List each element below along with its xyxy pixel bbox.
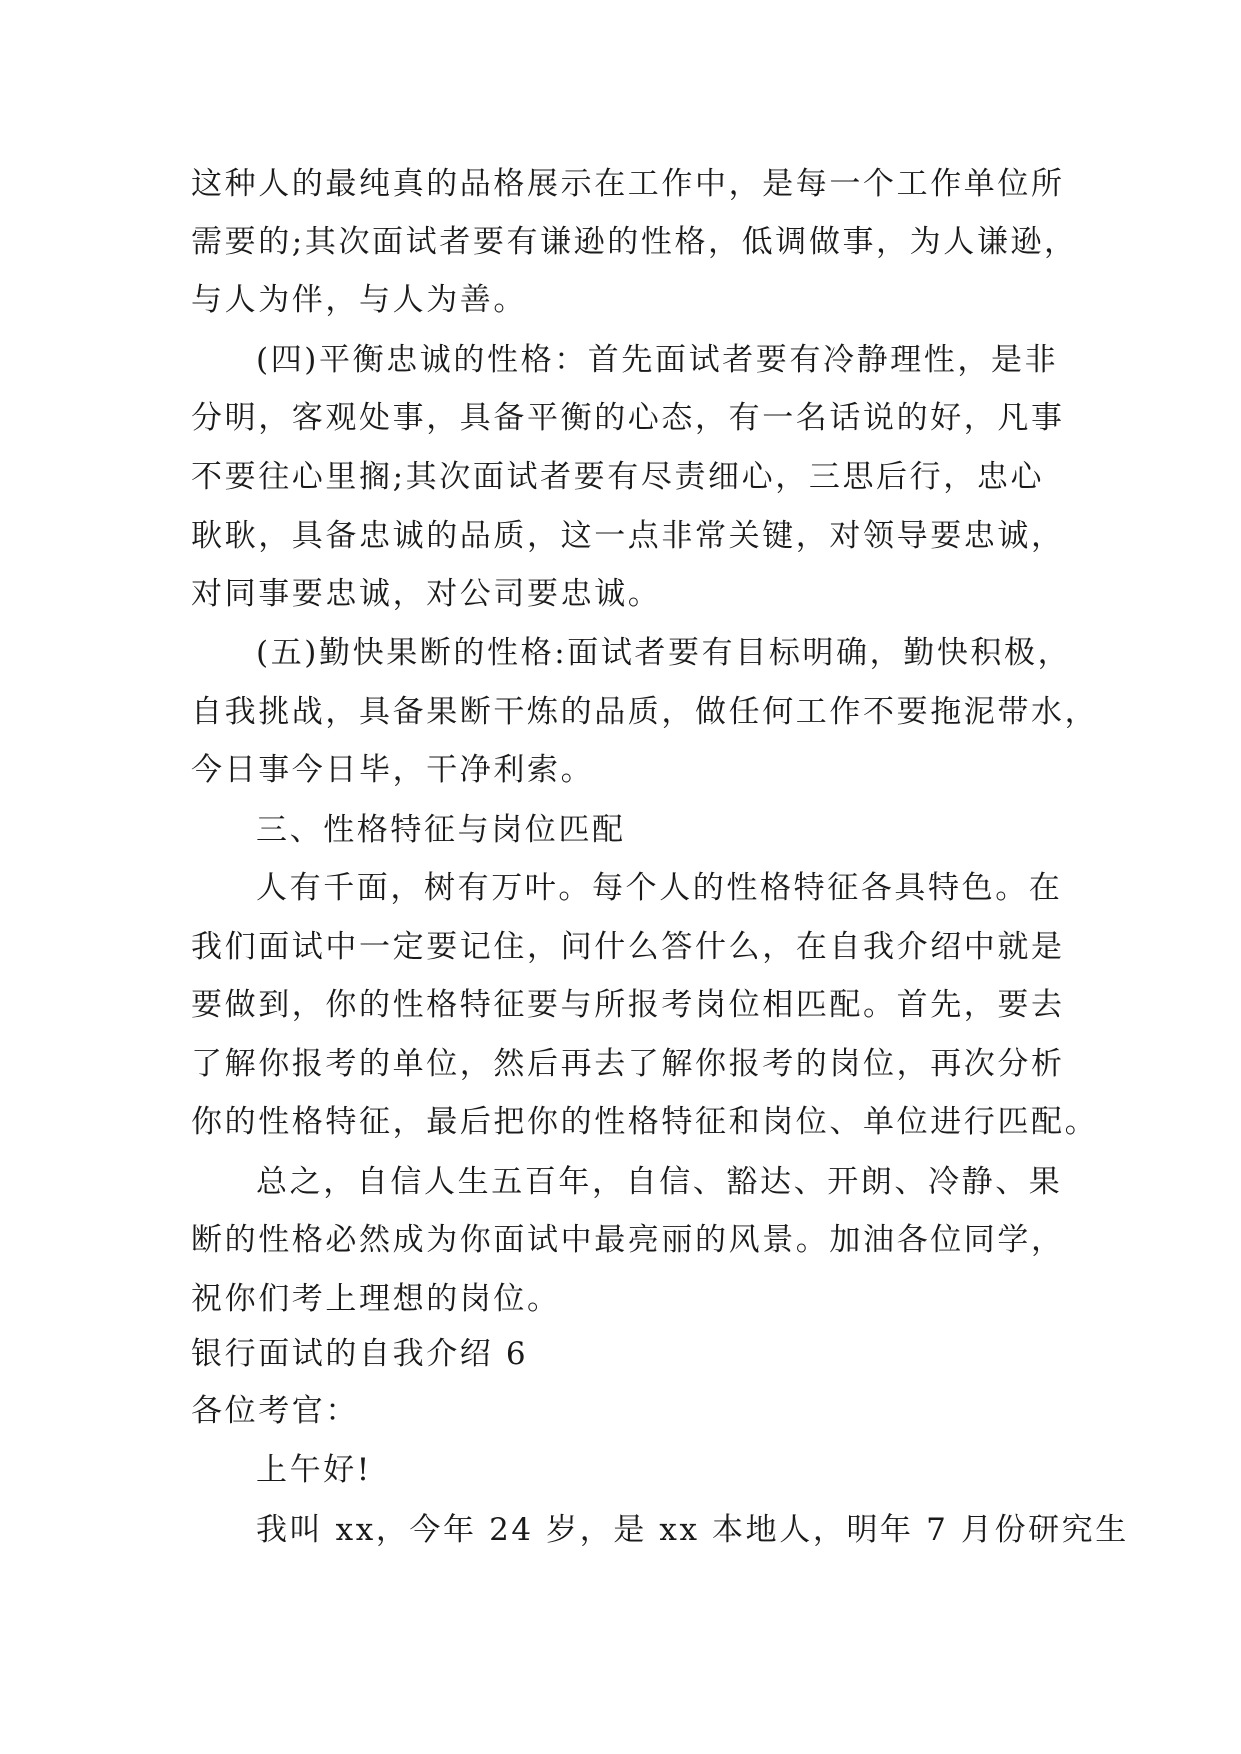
article-title: 银行面试的自我介绍 6 [191, 1336, 529, 1372]
salutation: 各位考官： [191, 1393, 359, 1429]
text-line: 耿耿，具备忠诚的品质，这一点非常关键，对领导要忠诚， [191, 518, 1065, 554]
text-line: 要做到，你的性格特征要与所报考岗位相匹配。首先，要去 [191, 987, 1065, 1023]
section-heading: (四)平衡忠诚的性格：首先面试者要有冷静理性，是非 [256, 342, 1059, 378]
text-line: 总之，自信人生五百年，自信、豁达、开朗、冷静、果 [256, 1164, 1063, 1200]
text-line: 我们面试中一定要记住，问什么答什么，在自我介绍中就是 [191, 929, 1065, 965]
text-line: 自我挑战，具备果断干炼的品质，做任何工作不要拖泥带水， [191, 694, 1099, 730]
text-line: 了解你报考的单位，然后再去了解你报考的岗位，再次分析 [191, 1046, 1065, 1082]
greeting: 上午好! [256, 1452, 372, 1488]
text-line: 与人为伴，与人为善。 [191, 282, 527, 318]
text-line: 需要的;其次面试者要有谦逊的性格，低调做事，为人谦逊， [191, 224, 1078, 260]
text-line: 对同事要忠诚，对公司要忠诚。 [191, 576, 662, 612]
text-line: 我叫 xx，今年 24 岁，是 xx 本地人，明年 7 月份研究生 [256, 1512, 1129, 1548]
text-line: 祝你们考上理想的岗位。 [191, 1281, 561, 1317]
text-line: 断的性格必然成为你面试中最亮丽的风景。加油各位同学， [191, 1222, 1065, 1258]
text-line: 分明，客观处事，具备平衡的心态，有一名话说的好，凡事 [191, 400, 1065, 436]
text-line: 这种人的最纯真的品格展示在工作中，是每一个工作单位所 [191, 166, 1065, 202]
section-heading: (五)勤快果断的性格:面试者要有目标明确，勤快积极， [256, 635, 1072, 671]
text-line: 人有千面，树有万叶。每个人的性格特征各具特色。在 [256, 870, 1063, 906]
text-line: 今日事今日毕，干净利索。 [191, 752, 595, 788]
section-title: 三、性格特征与岗位匹配 [256, 812, 626, 848]
text-line: 你的性格特征，最后把你的性格特征和岗位、单位进行匹配。 [191, 1104, 1099, 1140]
text-line: 不要往心里搁;其次面试者要有尽责细心，三思后行，忠心 [191, 459, 1045, 495]
